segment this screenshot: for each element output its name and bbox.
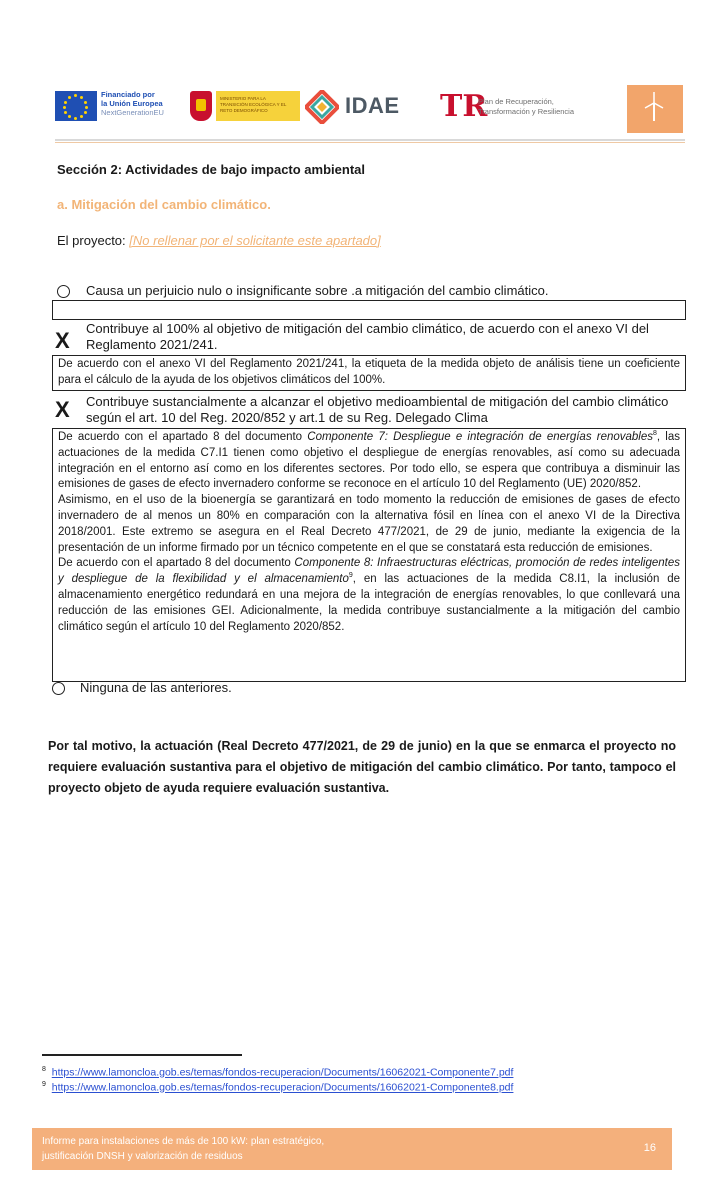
prtr-logo — [440, 85, 600, 133]
conclusion-paragraph: Por tal motivo, la actuación (Real Decreto 477/2021, de 29 de junio) en la que se enmarca el proyecto no requiere evaluación sustantiva para el objetivo de mitigación del cambio climático. Por tanto, tampoco el proyecto objeto de ayuda requiere evaluación sustantiva. — [48, 739, 676, 795]
idae-mark-icon — [305, 90, 339, 124]
footer-title: Informe para instalaciones de más de 100 kW: plan estratégico, justificación DNSH y valorización de residuos — [42, 1136, 325, 1162]
prtr-text: Plan de Recuperación, Transformación y Resiliencia — [478, 97, 575, 116]
option-1-justification-box — [52, 300, 686, 320]
option-3-text: Contribuye sustancialmente a alcanzar el objetivo medioambiental de mitigación del cambio climático según el art. 10 del Reg. 2020/852 y art.1 de su Reg. Delegado Clima — [86, 394, 669, 425]
eu-logo — [55, 85, 190, 133]
proyecto-label: El proyecto: — [57, 233, 126, 248]
eu-flag-icon — [55, 91, 97, 121]
footnote-8-link[interactable]: https://www.lamoncloa.gob.es/temas/fondos-recuperacion/Documents/16062021-Componente7.pdf — [51, 1066, 514, 1079]
option-4-text: Ninguna de las anteriores. — [80, 680, 232, 695]
footnote-8: $^8$ https://www.lamoncloa.gob.es/temas/fondos-recuperacion/Documents/16062021-Componente7.pdf — [42, 1066, 514, 1079]
option-2-text: Contribuye al 100% al objetivo de mitigación del cambio climático, de acuerdo con el anexo VI del Reglamento 2021/241. — [86, 321, 649, 352]
idae-logo: IDAE — [305, 85, 415, 133]
section-title: Sección 2: Actividades de bajo impacto ambiental — [57, 162, 365, 177]
header-logos — [55, 85, 685, 135]
option-1-text: Causa un perjuicio nulo o insignificante sobre .a mitigación del cambio climático. — [86, 283, 549, 298]
justification-paragraph-3: De acuerdo con el apartado 8 del documento Componente 8: Infraestructuras eléctricas, promoción de redes inteligentes y despliegue de la flexibilidad y el almacenamiento$^9$, en las actuaciones de la medida C8.I1, la inclusión de almacenamiento energético redundará en una mejora de la integración de energías renovables, lo que conllevará una reducción de las emisiones GEI. Adicionalmente, la medida contribuye sustancialmente a la mitigación del cambio climático según el artículo 10 del Reglamento 2020/852. — [58, 557, 680, 633]
ministry-logo: MINISTERIO PARA LA TRANSICIÓN ECOLÓGICA Y EL RETO DEMOGRÁFICO — [190, 85, 300, 133]
option-3-justification-box — [52, 428, 686, 682]
eu-logo-text: Financiado por la Unión Europea NextGenerationEU — [101, 90, 164, 117]
footnote-rule — [42, 1054, 242, 1056]
coat-of-arms-icon — [190, 91, 212, 121]
option-4-radio[interactable] — [52, 682, 65, 695]
proyecto-placeholder: [No rellenar por el solicitante este apartado] — [129, 233, 381, 248]
option-2-check-mark[interactable]: X — [55, 328, 70, 353]
header-divider-accent — [55, 142, 685, 143]
justification-paragraph-2: Asimismo, en el uso de la bioenergía se garantizará en todo momento la reducción de emisiones de gases de efecto invernadero de al menos un 80% en comparación con la alternativa fósil en línea con el anexo VI de la Directiva 2018/2001. Este extremo se asegura en el Real Decreto 477/2021, de 29 de junio, mediante la exigencia de la presentación de un informe firmado por un técnico competente en el que se constatará esta reducción de emisiones. — [58, 494, 680, 554]
prtr-mark: TR — [440, 89, 488, 124]
footnote-9-link[interactable]: https://www.lamoncloa.gob.es/temas/fondos-recuperacion/Documents/16062021-Componente8.pdf — [51, 1081, 514, 1094]
header-divider — [55, 139, 685, 141]
proyecto-line — [57, 233, 381, 248]
windmill-icon — [643, 91, 665, 121]
option-2-justification-text: De acuerdo con el anexo VI del Reglamento 2021/241, la etiqueta de la medida objeto de análisis tiene un coeficiente para el cálculo de la ayuda de los objetivos climáticos del 100%. — [58, 358, 680, 386]
page-footer — [32, 1128, 672, 1170]
justification-paragraph-1: De acuerdo con el apartado 8 del documento Componente 7: Despliegue e integración de energías renovables$^8$, las actuaciones de la medida C7.I1 tienen como objetivo el despliegue de energías renovables, así como su adecuada integración en el entorno así como en los diferentes sectores. Por todo ello, se espera que contribuya a disminuir las emisiones de gases de efecto invernadero conforme se reconoce en el artículo 10 del Reglamento (UE) 2020/852. — [58, 430, 681, 491]
option-1-radio[interactable] — [57, 285, 70, 298]
windmill-badge — [627, 85, 683, 133]
footnote-9: $^9$ https://www.lamoncloa.gob.es/temas/fondos-recuperacion/Documents/16062021-Componente8.pdf — [42, 1081, 514, 1094]
option-3-check-mark[interactable]: X — [55, 397, 70, 422]
page-number: 16 — [643, 1142, 656, 1154]
option-2-justification-box — [52, 355, 686, 391]
section-subtitle: a. Mitigación del cambio climático. — [57, 197, 271, 212]
